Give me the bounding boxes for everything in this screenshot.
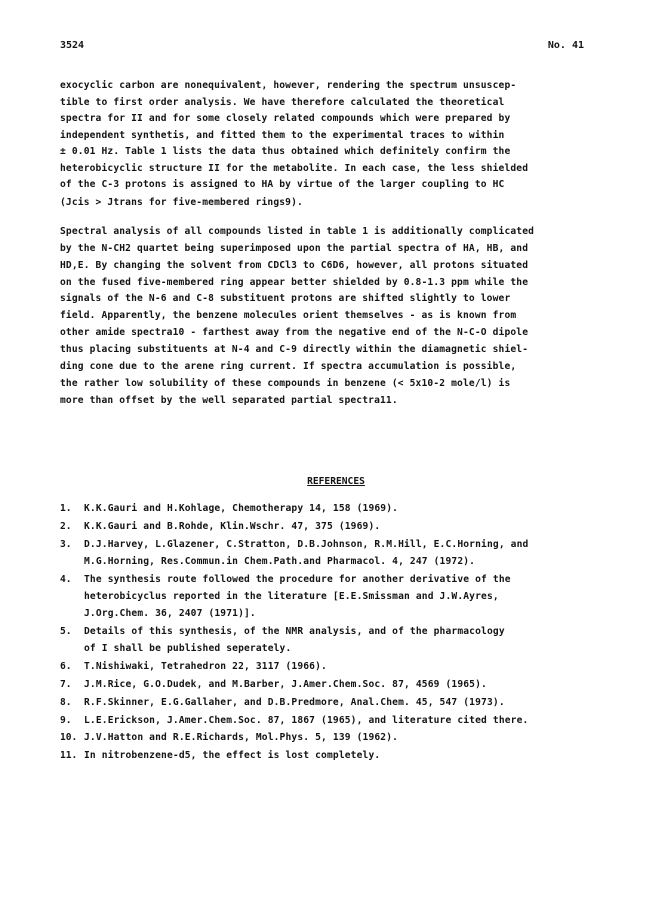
reference-text: Details of this synthesis, of the NMR analysis, and of the pharmacology <box>84 626 505 637</box>
reference-number: 8. <box>60 697 72 708</box>
text-line: ding cone due to the arene ring current. If spectra accumulation is possible, <box>60 361 517 372</box>
reference-number: 6. <box>60 661 72 672</box>
text-line: Spectral analysis of all compounds listed in table 1 is additionally complicated <box>60 226 535 237</box>
reference-text: R.F.Skinner, E.G.Gallaher, and D.B.Predmore, Anal.Chem. 45, 547 (1973). <box>84 697 505 708</box>
reference-text: The synthesis route followed the procedure for another derivative of the <box>84 574 511 585</box>
text-line: exocyclic carbon are nonequivalent, however, rendering the spectrum unsuscep- <box>60 80 517 91</box>
reference-number: 9. <box>60 715 72 726</box>
reference-number: 7. <box>60 679 72 690</box>
reference-number: 1. <box>60 503 72 514</box>
text-line: heterobicyclic structure II for the metabolite. In each case, the less shielded <box>60 163 529 174</box>
reference-text: M.G.Horning, Res.Commun.in Chem.Path.and Pharmacol. 4, 247 (1972). <box>84 556 476 567</box>
reference-text: In nitrobenzene-d5, the effect is lost completely. <box>84 750 381 761</box>
reference-number: 3. <box>60 539 72 550</box>
reference-text: K.K.Gauri and H.Kohlage, Chemotherapy 14, 158 (1969). <box>84 503 399 514</box>
text-line: of the C-3 protons is assigned to HA by virtue of the larger coupling to HC <box>60 179 505 190</box>
reference-text: J.Org.Chem. 36, 2407 (1971)]. <box>84 608 256 619</box>
references-heading: REFERENCES <box>307 476 365 487</box>
reference-text: K.K.Gauri and B.Rohde, Klin.Wschr. 47, 375 (1969). <box>84 521 381 532</box>
reference-text: L.E.Erickson, J.Amer.Chem.Soc. 87, 1867 (1965), and literature cited there. <box>84 715 529 726</box>
text-line: HD,E. By changing the solvent from CDCl3 to C6D6, however, all protons situated <box>60 260 529 271</box>
text-line: ± 0.01 Hz. Table 1 lists the data thus obtained which definitely confirm the <box>60 146 511 157</box>
reference-number: 11. <box>60 750 78 761</box>
text-line: (Jcis > Jtrans for five-membered rings9). <box>60 197 303 208</box>
reference-text: T.Nishiwaki, Tetrahedron 22, 3117 (1966). <box>84 661 327 672</box>
reference-text: J.M.Rice, G.O.Dudek, and M.Barber, J.Amer.Chem.Soc. 87, 4569 (1965). <box>84 679 487 690</box>
text-line: thus placing substituents at N-4 and C-9 directly within the diamagnetic shiel- <box>60 344 529 355</box>
reference-number: 10. <box>60 732 78 743</box>
reference-text: D.J.Harvey, L.Glazener, C.Stratton, D.B.Johnson, R.M.Hill, E.C.Horning, and <box>84 539 529 550</box>
text-line: more than offset by the well separated partial spectra11. <box>60 395 398 406</box>
text-line: field. Apparently, the benzene molecules orient themselves - as is known from <box>60 310 517 321</box>
reference-number: 4. <box>60 574 72 585</box>
text-line: the rather low solubility of these compounds in benzene (< 5x10-2 mole/l) is <box>60 378 511 389</box>
reference-number: 5. <box>60 626 72 637</box>
text-line: tible to first order analysis. We have therefore calculated the theoretical <box>60 97 505 108</box>
text-line: independent synthetis, and fitted them to the experimental traces to within <box>60 130 505 141</box>
text-line: signals of the N-6 and C-8 substituent protons are shifted slightly to lower <box>60 293 511 304</box>
text-line: spectra for II and for some closely related compounds which were prepared by <box>60 113 511 124</box>
text-line: on the fused five-membered ring appear better shielded by 0.8-1.3 ppm while the <box>60 277 529 288</box>
reference-text: J.V.Hatton and R.E.Richards, Mol.Phys. 5, 139 (1962). <box>84 732 399 743</box>
text-line: other amide spectra10 - farthest away from the negative end of the N-C-O dipole <box>60 327 529 338</box>
reference-text: heterobicyclus reported in the literature [E.E.Smissman and J.W.Ayres, <box>84 591 499 602</box>
reference-text: of I shall be published seperately. <box>84 643 292 654</box>
issue-number: No. 41 <box>547 40 584 51</box>
page-number: 3524 <box>60 40 85 51</box>
text-line: by the N-CH2 quartet being superimposed upon the partial spectra of HA, HB, and <box>60 243 529 254</box>
reference-number: 2. <box>60 521 72 532</box>
